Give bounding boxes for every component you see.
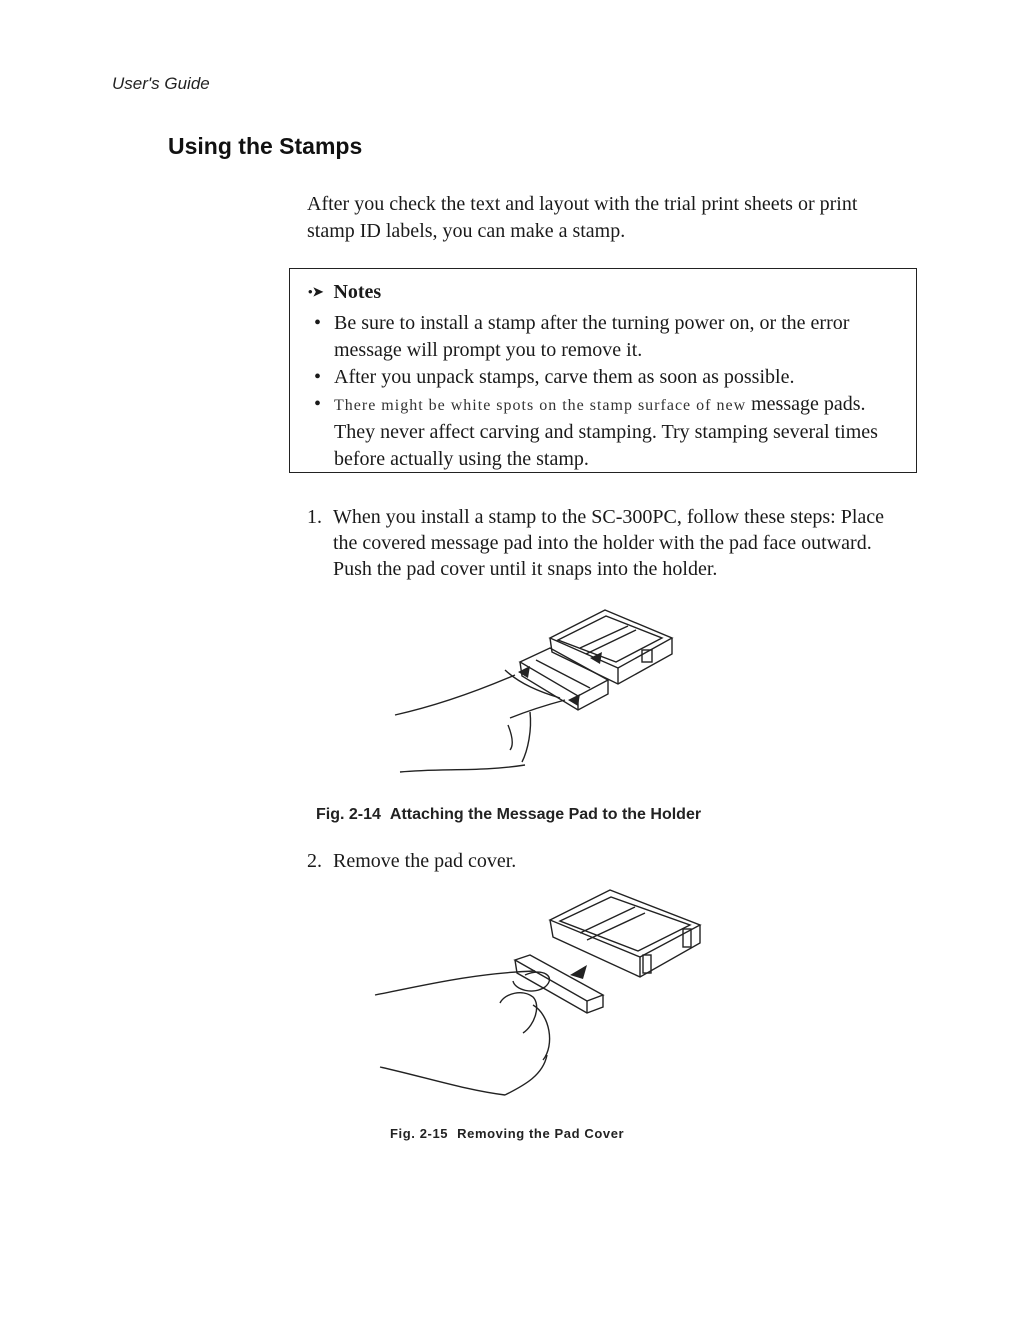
figure-2-15-illustration [365,885,715,1100]
section-title: Using the Stamps [168,133,363,159]
figure-number: Fig. 2-14 [316,806,381,823]
note-item [314,391,904,473]
note-item: • After you unpack stamps, carve them as soon as possible. [314,364,904,391]
pad-cover-illustration [515,955,603,1013]
step-number: 2. [307,850,322,872]
notes-heading-label: Notes [333,281,382,303]
figure-caption-text: Removing the Pad Cover [457,1126,625,1141]
intro-paragraph: After you check the text and layout with the trial print sheets or print stamp ID labels, you can make a stamp. [307,193,858,242]
notes-heading [308,281,381,304]
hand-illustration [375,971,550,1095]
note-item: • Be sure to install a stamp after the turning power on, or the error message will prompt you to remove it. [314,310,904,364]
note-item-rest: message pads. They never affect carving and stamping. Try stamping several times before actually using the stamp. [334,393,878,470]
note-item-first-line: There might be white spots on the stamp surface of new [334,397,747,414]
notes-box [289,268,917,473]
step-2 [307,848,907,874]
holder-illustration [550,890,700,977]
step-text: When you install a stamp to the SC-300PC, follow these steps: Place the covered message pad into the holder with the pad face outward. Push the pad cover until it snaps into the holder. [333,506,885,580]
notes-list [314,310,904,473]
holder-illustration [550,610,672,684]
figure-2-15-caption [390,1126,624,1141]
step-number: 1. [307,506,322,528]
figure-2-14-illustration [380,600,700,785]
pull-arrow-icon [570,965,587,979]
step-text: Remove the pad cover. [333,850,517,872]
step-1 [307,504,907,582]
figure-caption-text: Attaching the Message Pad to the Holder [389,806,702,823]
figure-2-14-caption [316,806,701,824]
hand-illustration [395,670,565,772]
running-head: User's Guide [112,74,210,93]
figure-number: Fig. 2-15 [390,1126,449,1141]
arrow-icon: •➤ [308,284,324,299]
